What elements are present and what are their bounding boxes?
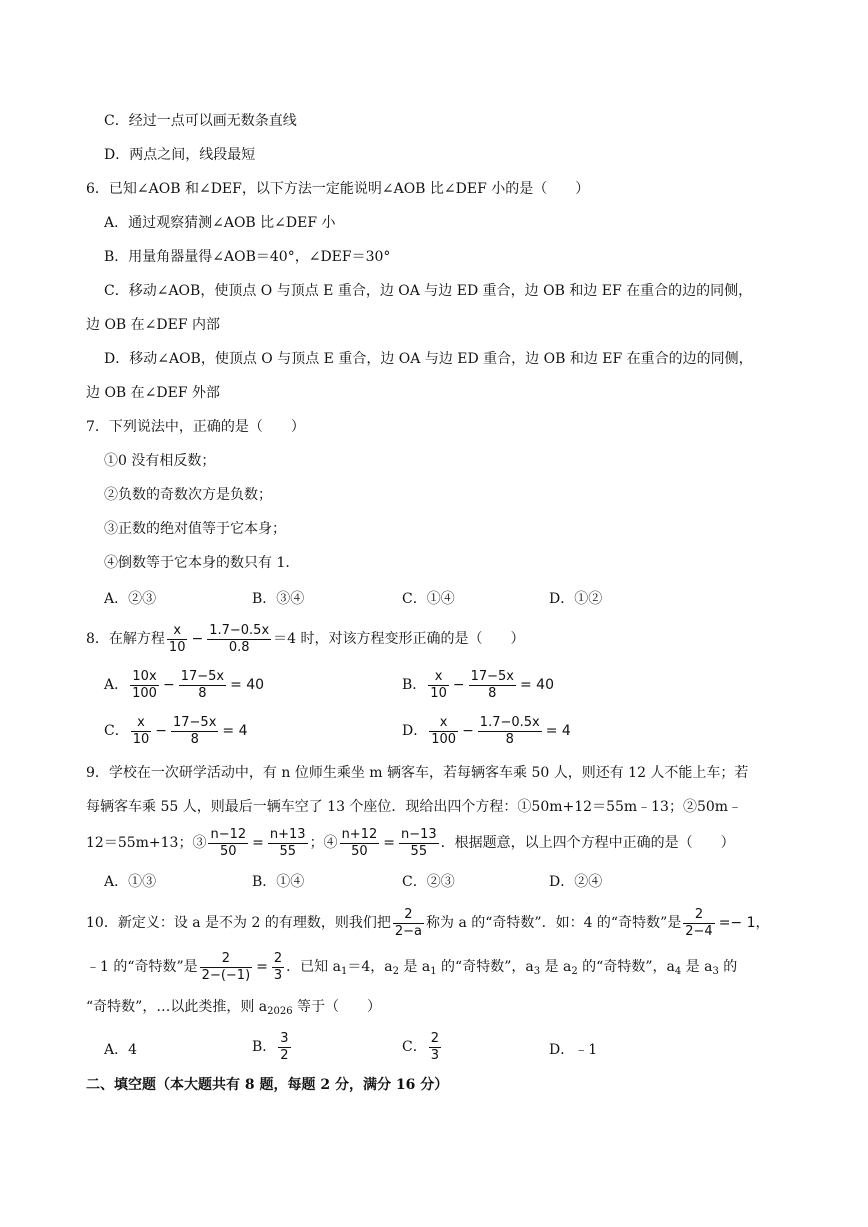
denominator: 8 — [198, 685, 207, 701]
q5-option-c: C．经过一点可以画无数条直线 — [104, 113, 297, 129]
numerator: 2 — [200, 951, 252, 968]
denominator: 3 — [273, 967, 283, 983]
q6-option-d-line1: D．移动∠AOB，使顶点 O 与顶点 E 重合，边 OA 与边 ED 重合，边 OB 和边 EF 在重合的边的同侧， — [104, 351, 753, 367]
numerator: 10x — [130, 669, 159, 686]
q7-option-d: D．①② — [549, 591, 603, 607]
q10-text: 是 a — [681, 959, 713, 975]
q10-text: 的“奇特数”，a — [436, 959, 534, 975]
fraction — [478, 715, 542, 748]
numerator: 17−5x — [470, 668, 514, 684]
numerator: x — [167, 623, 188, 640]
denominator: 0.8 — [228, 639, 250, 655]
subscript: 2 — [571, 966, 578, 977]
rhs: = 40 — [230, 677, 265, 693]
fraction — [171, 715, 218, 748]
fraction — [278, 1031, 290, 1064]
fraction — [429, 1031, 441, 1064]
subscript: 3 — [533, 966, 541, 977]
q7-option-b: B．③④ — [252, 591, 305, 607]
q10-text: =− 1， — [718, 915, 770, 931]
q7-statement-4: ④倒数等于它本身的数只有 1. — [104, 555, 290, 571]
numerator: 17−5x — [180, 668, 225, 684]
q9-option-d: D．②④ — [549, 874, 603, 890]
q6-option-c-line1: C．移动∠AOB，使顶点 O 与顶点 E 重合，边 OA 与边 ED 重合，边 OB 和边 EF 在重合的边的同侧， — [104, 283, 753, 299]
subscript: 4 — [674, 966, 682, 977]
numerator: 2 — [393, 907, 424, 924]
q8-eq-fraction-1 — [167, 623, 188, 656]
subscript: 1 — [430, 966, 437, 977]
option-label: B． — [252, 1039, 277, 1055]
q9-stem-line1: 9．学校在一次研学活动中，有 n 位师生乘坐 m 辆客车，若每辆客车乘 50 人，则还有 12 人不能上车；若 — [86, 765, 749, 781]
q7-statement-3: ③正数的绝对值等于它本身； — [104, 521, 286, 537]
q10-text: 的 — [718, 959, 738, 975]
numerator: n−13 — [400, 826, 437, 842]
option-label: C． — [402, 1039, 427, 1055]
q8-stem — [86, 620, 525, 658]
fraction — [208, 827, 248, 860]
fraction — [469, 669, 516, 702]
denominator: 10 — [168, 639, 186, 655]
denominator: 8 — [505, 731, 514, 747]
q7-statement-1: ①0 没有相反数； — [104, 453, 216, 469]
q10-text: 是 a — [540, 959, 572, 975]
equals-sign: = — [383, 835, 395, 851]
q6-stem: 6．已知∠AOB 和∠DEF，以下方法一定能说明∠AOB 比∠DEF 小的是（ ） — [86, 181, 590, 197]
fraction — [393, 907, 424, 940]
q8-stem-post: ＝4 时，对该方程变形正确的是（ ） — [273, 631, 525, 647]
q10-text: “奇特数”，…以此类推，则 a — [86, 999, 268, 1015]
fraction — [429, 715, 458, 748]
numerator: 1.7−0.5x — [209, 622, 270, 638]
minus-sign: − — [452, 677, 465, 693]
option-label: D． — [402, 723, 428, 739]
subscript: 1 — [340, 966, 348, 977]
q7-option-c: C．①④ — [402, 591, 455, 607]
q6-option-b: B．用量角器量得∠AOB＝40°，∠DEF＝30° — [104, 249, 391, 265]
rhs: = 4 — [545, 723, 571, 739]
q9-option-b: B．①④ — [252, 874, 305, 890]
numerator: n+12 — [341, 826, 378, 842]
q6-option-a: A．通过观察猜测∠AOB 比∠DEF 小 — [104, 215, 336, 231]
subscript: 3 — [712, 966, 719, 977]
q10-text: 的“奇特数”，a — [577, 959, 675, 975]
numerator: n+13 — [269, 826, 306, 842]
numerator: 3 — [280, 1030, 289, 1046]
numerator: 2 — [430, 1030, 439, 1046]
q9-stem-line2: 每辆客车乘 55 人，则最后一辆车空了 13 个座位．现给出四个方程：①50m+12＝55m﹣13；②50m﹣ — [86, 799, 743, 815]
q9-text: ；④ — [309, 835, 338, 851]
fraction — [399, 827, 439, 860]
denominator: 50 — [220, 843, 237, 859]
q7-statement-2: ②负数的奇数次方是负数； — [104, 487, 272, 503]
denominator: 55 — [279, 843, 296, 859]
denominator: 10 — [430, 685, 447, 701]
q9-option-c: C．②③ — [402, 874, 455, 890]
option-label: B． — [402, 677, 427, 693]
q10-stem-line2 — [86, 948, 737, 991]
q10-text: 等于（ ） — [292, 999, 382, 1015]
denominator: 8 — [488, 685, 497, 701]
denominator: 3 — [430, 1047, 439, 1063]
q10-option-b — [252, 1028, 293, 1066]
equals-sign: = — [256, 959, 268, 975]
q9-text: 12＝55m+13；③ — [86, 835, 207, 851]
option-label: C． — [104, 723, 129, 739]
denominator: 8 — [190, 731, 199, 747]
q10-stem-line1 — [86, 904, 772, 942]
minus-sign: − — [155, 723, 167, 739]
denominator: 2−(−1) — [201, 967, 251, 983]
denominator: 10 — [132, 731, 150, 747]
q8-stem-pre: 8．在解方程 — [86, 631, 165, 647]
minus-sign: − — [162, 677, 175, 693]
q5-option-d: D．两点之间，线段最短 — [104, 147, 256, 163]
rhs: = 40 — [519, 677, 554, 693]
q6-option-d-line2: 边 OB 在∠DEF 外部 — [86, 385, 221, 401]
minus-sign: − — [462, 723, 474, 739]
minus-sign: − — [191, 631, 204, 647]
numerator: 1.7−0.5x — [479, 714, 540, 730]
q9-stem-line3 — [86, 824, 735, 862]
q8-option-a — [104, 666, 266, 704]
fraction — [683, 907, 714, 940]
denominator: 100 — [132, 685, 157, 701]
denominator: 2 — [280, 1047, 289, 1063]
fraction — [130, 669, 159, 702]
fraction — [340, 827, 380, 860]
q10-stem-line3 — [86, 997, 381, 1022]
numerator: 17−5x — [173, 714, 217, 730]
fraction — [268, 827, 308, 860]
denominator: 2−4 — [685, 923, 713, 939]
fraction — [272, 951, 284, 984]
q10-text: 称为 a 的“奇特数”．如：4 的“奇特数”是 — [426, 915, 682, 931]
fraction — [131, 715, 152, 748]
numerator: 2 — [273, 950, 283, 966]
rhs: = 4 — [222, 723, 248, 739]
q8-eq-fraction-2 — [207, 623, 271, 656]
q8-option-d — [402, 712, 573, 750]
q10-option-d: D．﹣1 — [549, 1042, 598, 1058]
q10-text: 是 a — [398, 959, 431, 975]
q6-option-c-line2: 边 OB 在∠DEF 内部 — [86, 317, 221, 333]
equals-sign: = — [252, 835, 264, 851]
q10-text: ．已知 a — [286, 959, 341, 975]
q9-text: ．根据题意，以上四个方程中正确的是（ ） — [440, 835, 735, 851]
q8-option-b — [402, 666, 556, 704]
q10-option-a: A．4 — [104, 1042, 138, 1058]
q7-option-a: A．②③ — [104, 591, 157, 607]
q9-option-a: A．①③ — [104, 874, 157, 890]
denominator: 55 — [410, 843, 428, 859]
numerator: 2 — [683, 907, 714, 924]
section-heading: 二、填空题（本大题共有 8 题，每题 2 分，满分 16 分） — [86, 1077, 449, 1093]
subscript: 2 — [392, 966, 399, 977]
q10-text: ＝4，a — [347, 959, 393, 975]
q10-text: ﹣1 的“奇特数”是 — [86, 959, 198, 975]
fraction — [179, 669, 226, 702]
q7-stem: 7．下列说法中，正确的是（ ） — [86, 419, 305, 435]
q10-option-c — [402, 1028, 443, 1066]
q8-option-c — [104, 712, 250, 750]
denominator: 50 — [351, 843, 368, 859]
fraction — [428, 669, 449, 702]
denominator: 100 — [431, 731, 457, 747]
numerator: x — [131, 715, 152, 732]
denominator: 2−a — [394, 923, 423, 939]
numerator: x — [428, 669, 449, 686]
fraction — [200, 951, 252, 984]
option-label: A． — [104, 677, 129, 693]
numerator: x — [429, 715, 458, 732]
numerator: n−12 — [210, 826, 247, 842]
q10-text: 10．新定义：设 a 是不为 2 的有理数，则我们把 — [86, 915, 391, 931]
subscript: 2026 — [267, 1006, 293, 1017]
